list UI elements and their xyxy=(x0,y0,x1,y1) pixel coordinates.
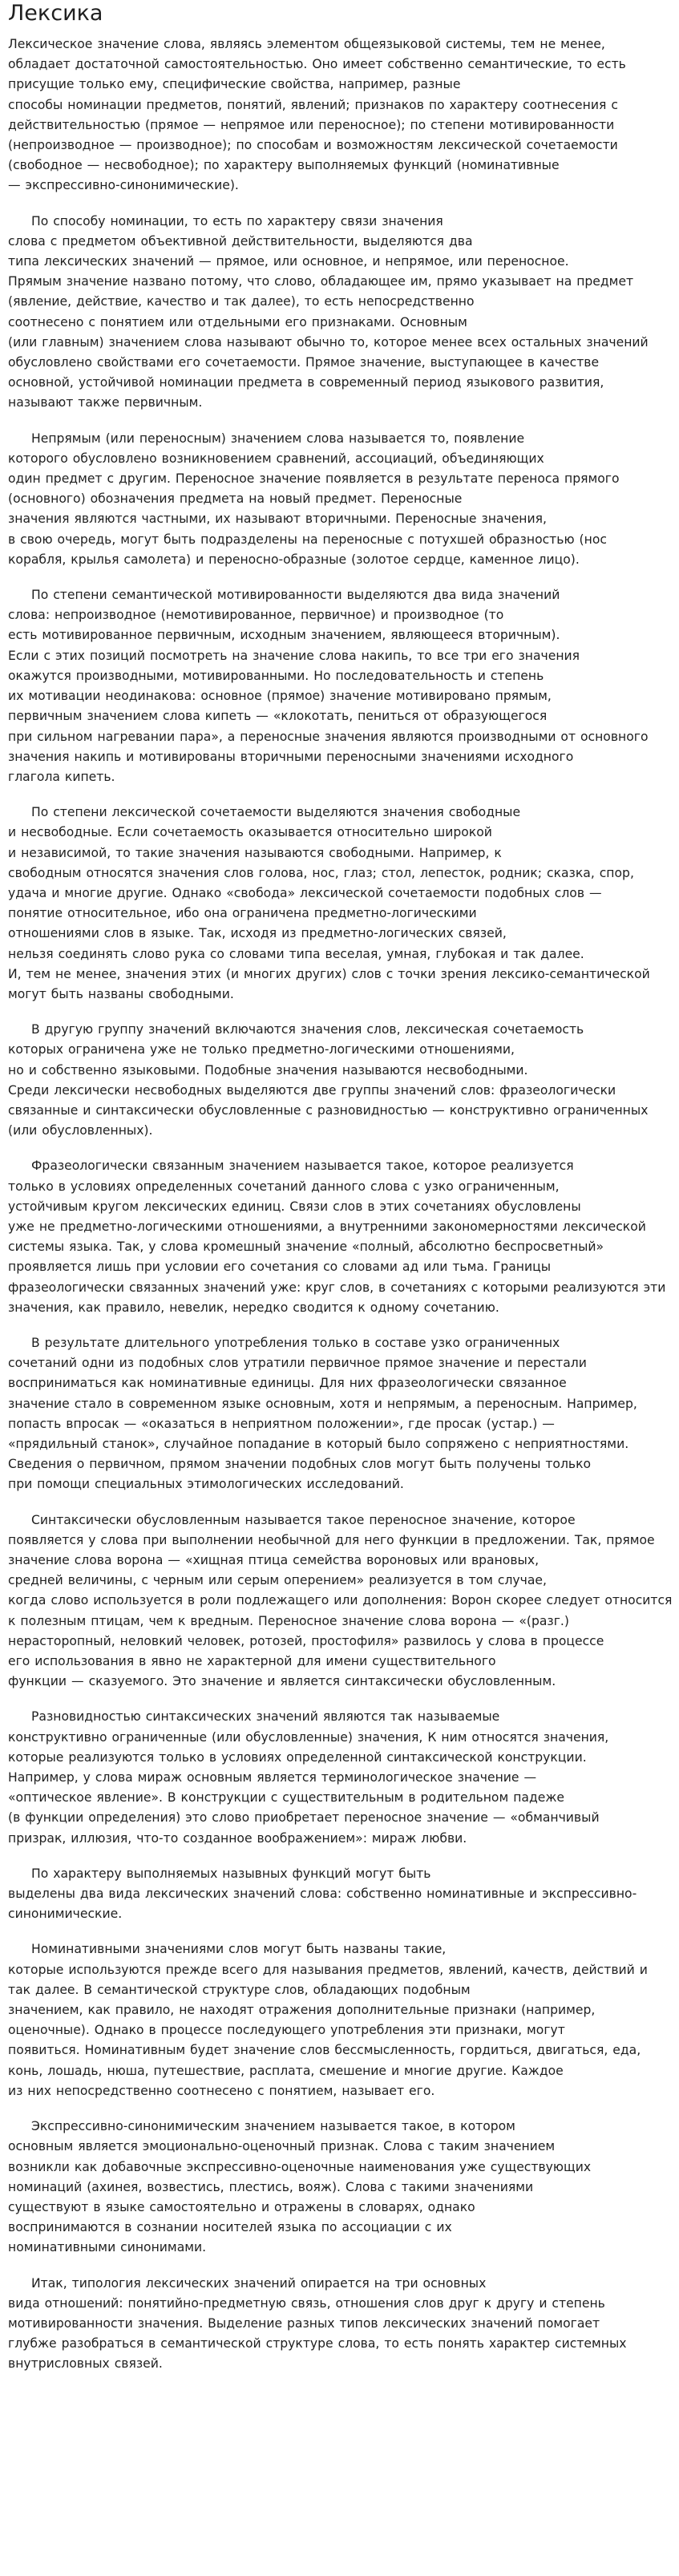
text-line: первичным значением слова кипеть — «клокотать, пениться от образующегося xyxy=(8,709,548,724)
text-line: способы номинации предметов, понятий, явлений; признаков по характеру соотнесения с xyxy=(8,97,618,112)
text-line: Среди лексически несвободных выделяются две группы значений слов: фразеологически xyxy=(8,1082,616,1098)
text-line: попасть впросак — «оказаться в неприятном положении», где просак (устар.) — xyxy=(8,1416,555,1431)
text-line: так далее. В семантической структуре слов, обладающих подобным xyxy=(8,1982,471,1997)
text-line: основным является эмоционально-оценочный признак. Слова с таким значением xyxy=(8,2139,556,2154)
text-line: корабля, крылья самолета) и переносно-образные (золотое сердце, каменное лицо). xyxy=(8,552,580,567)
text-line: нерасторопный, неловкий человек, ротозей, простофиля» развилось у слова в процессе xyxy=(8,1633,604,1648)
text-line: функции — сказуемого. Это значение и является синтаксически обусловленным. xyxy=(8,1674,556,1689)
text-line: оценочные). Однако в процессе последующего употребления эти признаки, могут xyxy=(8,2023,565,2038)
text-line: номинативными синонимами. xyxy=(8,2240,207,2255)
text-line: которых ограничена уже не только предметно-логическими отношениями, xyxy=(8,1042,515,1057)
text-line: присущие только ему, специфические свойства, например, разные xyxy=(8,77,461,92)
text-line: сочетаний одни из подобных слов утратили первичное прямое значение и перестали xyxy=(8,1356,587,1371)
text-line: к полезным птицам, чем к вредным. Переносное значение слова ворона — «(разг.) xyxy=(8,1613,569,1628)
text-line: отношениями слов в языке. Так, исходя из предметно-логических связей, xyxy=(8,926,507,941)
text-line: глагола кипеть. xyxy=(8,769,115,784)
text-line: но и собственно языковыми. Подобные значения называются несвободными. xyxy=(8,1062,528,1078)
text-line: Лексическое значение слова, являясь элементом общеязыковой системы, тем не менее, xyxy=(8,37,605,51)
text-line: мотивированности значения. Выделение разных типов лексических значений помогает xyxy=(8,2315,600,2331)
text-line: глубже разобраться в семантической структуре слова, то есть понять характер системных xyxy=(8,2336,627,2352)
text-line: удача и многие другие. Однако «свобода» лексической сочетаемости подобных слов — xyxy=(8,885,602,900)
text-line: слова с предметом объективной действительности, выделяются два xyxy=(8,233,473,249)
text-line: (или главным) значением слова называют обычно то, которое менее всех остальных значений xyxy=(8,334,649,350)
text-line: обусловлено свойствами его сочетаемости. Прямое значение, выступающее в качестве xyxy=(8,355,600,370)
text-line: Синтаксически обусловленным называется такое переносное значение, которое xyxy=(31,1512,576,1527)
text-line: значение стало в современном языке основным, хотя и непрямым, а переносным. Например, xyxy=(8,1396,637,1411)
text-line: (или обусловленных). xyxy=(8,1123,153,1138)
text-line: обладает достаточной самостоятельностью. Оно имеет собственно семантические, то есть xyxy=(8,57,626,72)
paragraph xyxy=(8,803,673,1005)
text-line: «оптическое явление». В конструкции с существительным в родительном падеже xyxy=(8,1790,564,1806)
text-line: когда слово используется в роли подлежащего или дополнения: Ворон скорее следует относится xyxy=(8,1593,673,1608)
text-line: (явление, действие, качество и так далее), то есть непосредственно xyxy=(8,294,475,309)
text-line: конструктивно ограниченные (или обусловленные) значения, К ним относятся значения, xyxy=(8,1729,609,1745)
text-line: Прямым значение названо потому, что слово, обладающее им, прямо указывает на предмет xyxy=(8,274,634,289)
text-line: «прядильный станок», случайное попадание в который было сопряжено с неприятностями. xyxy=(8,1437,629,1451)
text-line: Экспрессивно-синонимическим значением называется такое, в котором xyxy=(31,2119,515,2134)
text-line: По степени лексической сочетаемости выделяются значения свободные xyxy=(31,805,521,820)
paragraph xyxy=(8,585,673,787)
text-line: их мотивации неодинакова: основное (прямое) значение мотивировано прямым, xyxy=(8,689,552,704)
paragraph xyxy=(8,1156,673,1318)
text-line: внутрисловных связей. xyxy=(8,2356,163,2372)
paragraph xyxy=(8,1333,673,1495)
text-line: восприниматься как номинативные единицы. Для них фразеологически связанное xyxy=(8,1376,567,1391)
text-line: Номинативными значениями слов могут быть названы такие, xyxy=(31,1942,447,1957)
text-line: конь, лошадь, нюша, путешествие, расплата, смешение и многие другие. Каждое xyxy=(8,2063,564,2078)
text-line: значение слова ворона — «хищная птица семейства вороновых или врановых, xyxy=(8,1553,540,1568)
text-line: выделены два вида лексических значений слова: собственно номинативные и экспрессивно- xyxy=(8,1887,637,1902)
text-line: (в функции определения) это слово приобретает переносное значение — «обманчивый xyxy=(8,1810,600,1826)
text-line: только в условиях определенных сочетаний данного слова с узко ограниченным, xyxy=(8,1179,560,1194)
text-line: вида отношений: понятийно-предметную связь, отношения слов друг к другу и степень xyxy=(8,2295,605,2311)
text-line: (непроизводное — производное); по способам и возможностям лексической сочетаемости xyxy=(8,138,618,153)
text-line: Если с этих позиций посмотреть на значение слова накипь, то все три его значения xyxy=(8,648,580,663)
paragraph xyxy=(8,1864,673,1925)
text-line: устойчивым кругом лексических единиц. Связи слов в этих сочетаниях обусловлены xyxy=(8,1199,581,1214)
text-line: связанные и синтаксически обусловленные с разновидностью — конструктивно ограниченных xyxy=(8,1102,649,1118)
text-line: существуют в языке самостоятельно и отражены в словарях, однако xyxy=(8,2199,475,2214)
text-line: И, тем не менее, значения этих (и многих других) слов с точки зрения лексико-семантической xyxy=(8,966,650,981)
text-line: при сильном нагревании пара», а переносные значения являются производными от основного xyxy=(8,729,649,744)
text-line: появляется у слова при выполнении необычной для него функции в предложении. Так, прямое xyxy=(8,1532,655,1547)
text-line: Например, у слова мираж основным является терминологическое значение — xyxy=(8,1770,537,1785)
text-line: появиться. Номинативным будет значение слов бессмысленность, гордиться, двигаться, еда, xyxy=(8,2043,641,2058)
paragraph xyxy=(8,1939,673,2101)
text-line: В результате длительного употребления только в составе узко ограниченных xyxy=(31,1335,560,1350)
text-line: номинаций (ахинея, возвестись, плестись, вояж). Слова с такими значениями xyxy=(8,2179,534,2194)
text-line: В другую группу значений включаются значения слов, лексическая сочетаемость xyxy=(31,1022,584,1037)
text-line: системы языка. Так, у слова кромешный значение «полный, абсолютно беспросветный» xyxy=(8,1239,604,1255)
text-line: действительностью (прямое — непрямое или переносное); по степени мотивированности xyxy=(8,117,615,132)
text-line: уже не предметно-логическими отношениями, а внутренними закономерностями лексической xyxy=(8,1219,646,1234)
text-line: призрак, иллюзия, что-то созданное воображением»: мираж любви. xyxy=(8,1830,467,1846)
text-line: Фразеологически связанным значением называется такое, которое реализуется xyxy=(31,1159,574,1174)
text-line: По степени семантической мотивированности выделяются два вида значений xyxy=(31,588,560,603)
text-line: которые используются прежде всего для называния предметов, явлений, качеств, действий и xyxy=(8,1962,648,1977)
text-line: Итак, типология лексических значений опирается на три основных xyxy=(31,2275,487,2291)
text-line: значения, как правило, невелик, нередко сводится к одному сочетанию. xyxy=(8,1300,499,1315)
text-line: которые реализуются только в условиях определенной синтаксической конструкции. xyxy=(8,1749,587,1765)
text-line: (основного) обозначения предмета на новый предмет. Переносные xyxy=(8,491,463,507)
paragraph xyxy=(8,1510,673,1692)
text-line: значением, как правило, не находят отражения дополнительные признаки (например, xyxy=(8,2003,596,2018)
text-line: По характеру выполняемых назывных функций могут быть xyxy=(31,1866,431,1881)
paragraph xyxy=(8,429,673,570)
text-line: значения накипь и мотивированы вторичными переносными значениями исходного xyxy=(8,749,574,764)
text-line: при помощи специальных этимологических исследований. xyxy=(8,1477,404,1492)
text-line: из них непосредственно соотнесено с понятием, называет его. xyxy=(8,2083,435,2098)
text-line: проявляется лишь при условии его сочетания со словами ад или тьма. Границы xyxy=(8,1260,552,1275)
text-line: слова: непроизводное (немотивированное, первичное) и производное (то xyxy=(8,608,504,623)
text-line: соотнесено с понятием или отдельными его признаками. Основным xyxy=(8,314,467,330)
text-line: его использования в явно не характерной для имени существительного xyxy=(8,1654,496,1669)
text-line: в свою очередь, могут быть подразделены на переносные с потухшей образностью (нос xyxy=(8,532,607,547)
text-line: фразеологически связанных значений уже: круг слов, в сочетаниях с которыми реализуются эти xyxy=(8,1280,666,1295)
text-line: и независимой, то такие значения называются свободными. Например, к xyxy=(8,845,502,860)
paragraph xyxy=(8,2117,673,2258)
paragraph xyxy=(8,1020,673,1141)
text-line: Непрямым (или переносным) значением слова называется то, появление xyxy=(31,431,525,446)
page-title: Лексика xyxy=(8,1,103,26)
article-body xyxy=(8,34,673,2375)
paragraph xyxy=(8,212,673,414)
text-line: Сведения о первичном, прямом значении подобных слов могут быть получены только xyxy=(8,1457,592,1472)
text-line: могут быть названы свободными. xyxy=(8,986,234,1001)
text-line: окажутся производными, мотивированными. Но последовательность и степень xyxy=(8,668,544,683)
paragraph xyxy=(8,34,673,196)
text-line: один предмет с другим. Переносное значение появляется в результате переноса прямого xyxy=(8,471,620,487)
text-line: которого обусловлено возникновением сравнений, ассоциаций, объединяющих xyxy=(8,451,544,466)
text-line: синонимические. xyxy=(8,1907,123,1922)
text-line: свободным относятся значения слов голова, нос, глаз; стол, лепесток, родник; сказка, спор, xyxy=(8,865,634,880)
text-line: и несвободные. Если сочетаемость оказывается относительно широкой xyxy=(8,825,492,840)
text-line: воспринимаются в сознании носителей языка по ассоциации с их xyxy=(8,2220,452,2235)
text-line: есть мотивированное первичным, исходным значением, являющееся вторичным). xyxy=(8,628,560,643)
text-line: По способу номинации, то есть по характеру связи значения xyxy=(31,213,443,228)
text-line: возникли как добавочные экспрессивно-оценочные наименования уже существующих xyxy=(8,2159,592,2174)
text-line: значения являются частными, их называют вторичными. Переносные значения, xyxy=(8,512,547,527)
text-line: понятие относительное, ибо она ограничена предметно-логическими xyxy=(8,906,477,921)
paragraph xyxy=(8,1707,673,1848)
text-line: (свободное — несвободное); по характеру выполняемых функций (номинативные xyxy=(8,158,560,173)
text-line: основной, устойчивой номинации предмета в современный период языкового развития, xyxy=(8,375,604,390)
text-line: называют также первичным. xyxy=(8,395,203,410)
paragraph xyxy=(8,2274,673,2375)
text-line: — экспрессивно-синонимические). xyxy=(8,178,239,193)
text-line: нельзя соединять слово рука со словами типа веселая, умная, глубокая и так далее. xyxy=(8,946,584,961)
text-line: средней величины, с черным или серым оперением» реализуется в том случае, xyxy=(8,1573,547,1588)
text-line: типа лексических значений — прямое, или основное, и непрямое, или переносное. xyxy=(8,254,569,269)
text-line: Разновидностью синтаксических значений являются так называемые xyxy=(31,1709,500,1725)
